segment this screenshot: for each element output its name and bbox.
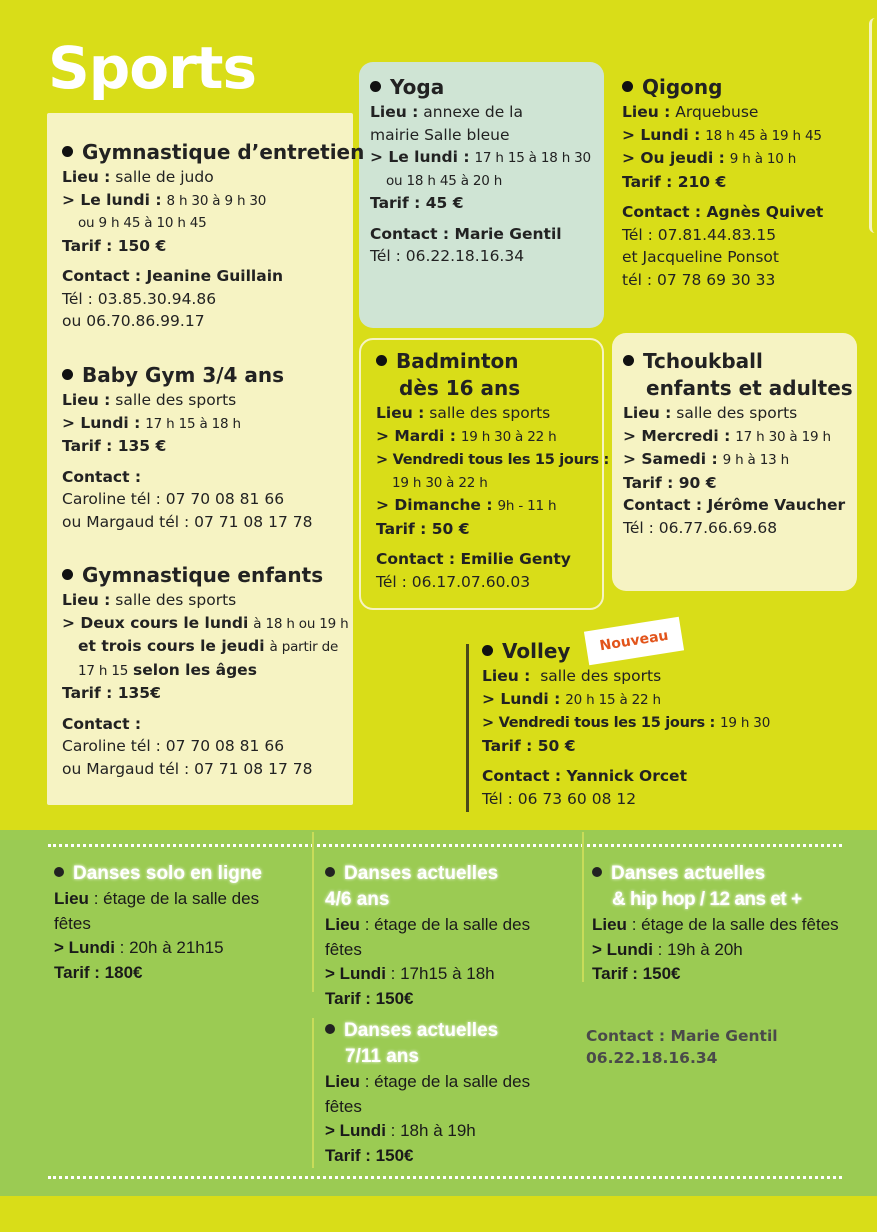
lieu-room: Salle bleue bbox=[424, 125, 510, 144]
day-label: > Lundi bbox=[592, 939, 653, 959]
contact: Contact : Agnès Quivet bbox=[622, 203, 824, 221]
day-label: > Lundi bbox=[54, 938, 115, 957]
bullet-icon bbox=[370, 81, 381, 92]
lieu-label: Lieu bbox=[592, 915, 627, 934]
phone: Tél : 06.77.66.69.68 bbox=[623, 518, 778, 537]
phone: 06.22.18.16.34 bbox=[586, 1049, 718, 1067]
danse-contact bbox=[586, 1025, 778, 1069]
time-value: 17 h 15 à 18 h 30 bbox=[474, 150, 591, 166]
danses-46-subtitle: 4/6 ans bbox=[325, 889, 390, 910]
tchoukball-section bbox=[623, 348, 853, 539]
time-value: : 20h à 21h15 bbox=[119, 938, 224, 957]
time-value: à 18 h ou 19 h bbox=[253, 615, 349, 632]
contact-margaud: ou Margaud tél : 07 71 08 17 78 bbox=[62, 512, 313, 531]
danses-711-subtitle: 7/11 ans bbox=[345, 1046, 419, 1067]
lieu-label: Lieu : bbox=[623, 404, 672, 422]
bottom-band bbox=[0, 1196, 877, 1232]
contact: Contact : bbox=[62, 467, 142, 486]
day-label: > Vendredi tous les 15 jours : bbox=[376, 452, 610, 468]
time-value: 19 h 30 à 22 h bbox=[392, 474, 488, 491]
day-label: > Lundi bbox=[325, 964, 386, 983]
tarif: Tarif : 150 € bbox=[62, 236, 167, 255]
gym-enfants-title-text: Gymnastique enfants bbox=[82, 563, 324, 587]
bullet-icon bbox=[623, 355, 634, 366]
volley-divider bbox=[466, 644, 469, 812]
lieu-label: Lieu : bbox=[622, 103, 671, 121]
age-note: selon les âges bbox=[133, 660, 257, 679]
lieu-label: Lieu : bbox=[62, 591, 111, 609]
lieu-value: salle des sports bbox=[115, 391, 237, 409]
lieu-label: Lieu : bbox=[62, 168, 111, 186]
lieu-value-cont: fêtes bbox=[325, 939, 362, 959]
danses-46-title-text: Danses actuelles bbox=[344, 863, 499, 884]
lieu-label: Lieu bbox=[325, 1072, 360, 1091]
danses-hiphop-section bbox=[592, 861, 839, 987]
time-value: 20 h 15 à 22 h bbox=[565, 691, 661, 708]
dotted-divider-top bbox=[48, 844, 842, 847]
volley-section bbox=[482, 638, 770, 810]
phone: Tél : 07.81.44.83.15 bbox=[622, 225, 777, 244]
volley-title bbox=[482, 638, 770, 665]
lieu-value: mairie bbox=[370, 125, 420, 144]
badminton-title-text: Badminton bbox=[396, 349, 519, 373]
lieu-value-cont: fêtes bbox=[325, 1096, 362, 1116]
phone: Tél : 03.85.30.94.86 bbox=[62, 289, 217, 308]
phone: Tél : 06 73 60 08 12 bbox=[482, 789, 637, 808]
contact: Contact : Emilie Genty bbox=[376, 550, 571, 568]
contact-margaud: ou Margaud tél : 07 71 08 17 78 bbox=[62, 759, 313, 778]
time-value: 18 h 45 à 19 h 45 bbox=[705, 127, 822, 144]
gym-entretien-lieu bbox=[62, 166, 364, 189]
day-label: > Lundi bbox=[325, 1121, 386, 1140]
tarif: Tarif : 135€ bbox=[62, 684, 161, 702]
time-value: 17 h 30 à 19 h bbox=[735, 428, 831, 445]
danses-hiphop-subtitle: & hip hop / 12 ans et + bbox=[612, 889, 802, 910]
time-value: : 19h à 20h bbox=[657, 939, 743, 959]
time-value: 9h - 11 h bbox=[497, 498, 557, 514]
time-value: 19 h 30 à 22 h bbox=[460, 428, 557, 445]
bullet-icon bbox=[325, 1024, 335, 1034]
day-label: > Le lundi : bbox=[62, 190, 162, 209]
danses-solo-section bbox=[54, 861, 262, 985]
lieu-value-cont: fêtes bbox=[54, 913, 91, 933]
column-divider bbox=[312, 1018, 314, 1168]
lieu-value: salle de judo bbox=[115, 168, 214, 186]
contact-caroline: Caroline tél : 07 70 08 81 66 bbox=[62, 490, 285, 508]
danses-solo-title-text: Danses solo en ligne bbox=[73, 863, 262, 884]
day-label: > Ou jeudi : bbox=[622, 149, 725, 167]
lieu-label: Lieu : bbox=[62, 391, 111, 409]
yoga-title bbox=[370, 74, 591, 101]
day-label: > Le lundi : bbox=[370, 148, 470, 166]
tarif: Tarif : 50 € bbox=[482, 736, 576, 755]
time-value: 9 h à 13 h bbox=[722, 452, 789, 468]
time-value: 9 h à 10 h bbox=[729, 151, 797, 167]
lieu-label: Lieu bbox=[54, 889, 89, 908]
lieu-value: : étage de la salle des bbox=[93, 889, 260, 908]
bullet-icon bbox=[592, 867, 602, 877]
gym-entretien-schedule bbox=[62, 189, 364, 213]
day-label: > Samedi : bbox=[623, 450, 718, 468]
gym-entretien-title-text: Gymnastique d’entretien bbox=[82, 140, 365, 164]
lieu-label: Lieu : bbox=[376, 404, 425, 422]
time-value: 8 h 30 à 9 h 30 bbox=[166, 192, 267, 209]
qigong-section bbox=[622, 74, 823, 291]
danses-46-section bbox=[325, 861, 530, 1011]
tarif: Tarif : 150€ bbox=[592, 964, 681, 983]
tchoukball-subtitle: enfants et adultes bbox=[646, 376, 853, 400]
yoga-title-text: Yoga bbox=[390, 75, 445, 99]
phone: Tél : 06.17.07.60.03 bbox=[376, 572, 531, 591]
bullet-icon bbox=[482, 645, 493, 656]
badminton-title bbox=[376, 348, 609, 375]
danses-hiphop-title bbox=[592, 861, 839, 887]
schedule-monday: > Deux cours le lundi bbox=[62, 613, 249, 632]
volley-title-text: Volley bbox=[502, 639, 571, 663]
badminton-subtitle: dès 16 ans bbox=[399, 376, 521, 400]
time-value: : 17h15 à 18h bbox=[390, 964, 495, 983]
lieu-label: Lieu : bbox=[482, 667, 531, 685]
baby-gym-title bbox=[62, 362, 312, 389]
contact: Contact : Marie Gentil bbox=[370, 224, 562, 243]
lieu-value: salle des sports bbox=[676, 404, 798, 422]
lieu-value: annexe de la bbox=[423, 103, 523, 121]
contact: Contact : bbox=[62, 714, 142, 733]
tarif: Tarif : 135 € bbox=[62, 437, 167, 455]
lieu-value: : étage de la salle des bbox=[364, 915, 531, 934]
contact-caroline: Caroline tél : 07 70 08 81 66 bbox=[62, 737, 285, 755]
phone: Tél : 06.22.18.16.34 bbox=[370, 247, 525, 265]
danses-711-title bbox=[325, 1018, 530, 1044]
gym-entretien-title bbox=[62, 139, 364, 166]
bullet-icon bbox=[62, 369, 73, 380]
lieu-value: : étage de la salle des bbox=[364, 1072, 531, 1091]
lieu-value: Arquebuse bbox=[675, 103, 759, 121]
danses-46-title bbox=[325, 861, 530, 887]
yoga-section bbox=[370, 74, 591, 268]
contact-second: et Jacqueline Ponsot bbox=[622, 248, 779, 266]
lieu-label: Lieu : bbox=[370, 103, 419, 121]
bullet-icon bbox=[54, 867, 64, 877]
time-value: à partir de bbox=[269, 639, 339, 655]
day-label: > Lundi : bbox=[482, 689, 561, 708]
tarif: Tarif : 150€ bbox=[325, 1145, 414, 1165]
time-value: 17 h 15 bbox=[78, 662, 129, 679]
contact: Contact : Jérôme Vaucher bbox=[623, 496, 846, 514]
day-label: > Vendredi tous les 15 jours : bbox=[482, 715, 716, 731]
tarif: Tarif : 90 € bbox=[623, 473, 717, 492]
column-divider bbox=[312, 832, 314, 992]
bullet-icon bbox=[62, 569, 73, 580]
baby-gym-section bbox=[62, 362, 312, 533]
lieu-value: salle des sports bbox=[429, 404, 551, 422]
contact: Contact : Jeanine Guillain bbox=[62, 267, 284, 285]
schedule-thursday: et trois cours le jeudi bbox=[78, 637, 265, 655]
phone-alt: tél : 07 78 69 30 33 bbox=[622, 270, 776, 289]
gym-enfants-section bbox=[62, 562, 349, 780]
time-value-alt: ou 9 h 45 à 10 h 45 bbox=[78, 215, 207, 231]
dotted-divider-bottom bbox=[48, 1176, 842, 1179]
qigong-title-text: Qigong bbox=[642, 75, 723, 99]
danses-711-title-text: Danses actuelles bbox=[344, 1020, 499, 1041]
bullet-icon bbox=[622, 81, 633, 92]
right-edge-frame bbox=[869, 18, 877, 233]
tchoukball-title-text: Tchoukball bbox=[643, 349, 763, 373]
column-divider bbox=[582, 832, 584, 982]
danses-hiphop-title-text: Danses actuelles bbox=[611, 863, 766, 884]
day-label: > Dimanche : bbox=[376, 496, 493, 514]
lieu-value: : étage de la salle des fêtes bbox=[631, 915, 839, 934]
bullet-icon bbox=[62, 146, 73, 157]
day-label: > Mercredi : bbox=[623, 426, 731, 445]
time-value: 19 h 30 bbox=[719, 715, 771, 731]
day-label: > Lundi : bbox=[62, 413, 141, 432]
tchoukball-title bbox=[623, 348, 853, 375]
lieu-label: Lieu bbox=[325, 915, 360, 934]
bullet-icon bbox=[376, 355, 387, 366]
gym-enfants-title bbox=[62, 562, 349, 589]
qigong-title bbox=[622, 74, 823, 101]
lieu-value: salle des sports bbox=[540, 667, 662, 685]
danses-solo-title bbox=[54, 861, 262, 887]
contact: Contact : Yannick Orcet bbox=[482, 767, 687, 785]
badminton-section bbox=[376, 348, 609, 593]
tarif: Tarif : 150€ bbox=[325, 988, 414, 1008]
phone-alt: ou 06.70.86.99.17 bbox=[62, 312, 205, 330]
gym-entretien-section bbox=[62, 139, 364, 333]
time-value: : 18h à 19h bbox=[390, 1121, 476, 1140]
lieu-value: salle des sports bbox=[115, 591, 237, 609]
bullet-icon bbox=[325, 867, 335, 877]
contact: Contact : Marie Gentil bbox=[586, 1027, 778, 1045]
day-label: > Mardi : bbox=[376, 426, 456, 445]
baby-gym-title-text: Baby Gym 3/4 ans bbox=[82, 363, 285, 387]
nouveau-badge: Nouveau bbox=[584, 617, 684, 666]
tarif: Tarif : 50 € bbox=[376, 519, 470, 538]
time-value-alt: ou 18 h 45 à 20 h bbox=[386, 172, 503, 189]
day-label: > Lundi : bbox=[622, 125, 701, 144]
tarif: Tarif : 210 € bbox=[622, 172, 727, 191]
tarif: Tarif : 45 € bbox=[370, 194, 464, 212]
danses-711-section bbox=[325, 1018, 530, 1168]
time-value: 17 h 15 à 18 h bbox=[145, 415, 241, 432]
tarif: Tarif : 180€ bbox=[54, 962, 143, 982]
page-title: Sports bbox=[48, 34, 256, 102]
